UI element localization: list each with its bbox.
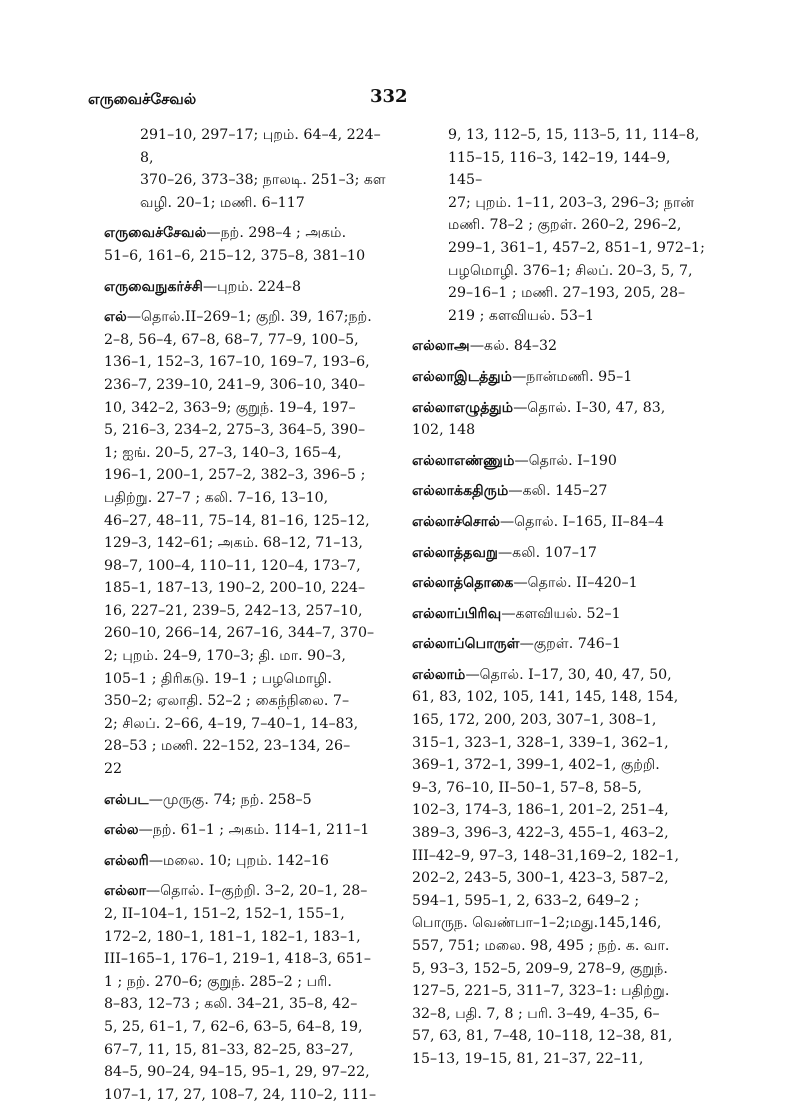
entry-references: 127–5, 221–5, 311–7, 323–1: பதிற்று. <box>412 983 670 1000</box>
entry-line <box>448 305 708 328</box>
entry-references: 61, 83, 102, 105, 141, 145, 148, 154, <box>412 689 679 706</box>
entry-line <box>412 709 708 732</box>
entry-headword: எல்லாஇடத்தும் <box>412 368 513 385</box>
entry-line <box>412 664 708 687</box>
index-entry <box>412 542 708 565</box>
entry-line <box>412 754 708 777</box>
entry-line <box>104 926 386 949</box>
entry-line <box>104 600 386 623</box>
entry-line <box>448 237 708 260</box>
entry-line <box>412 335 708 358</box>
entry-headword: எல்லாக்கதிரும் <box>412 483 509 500</box>
entry-line <box>412 1025 708 1048</box>
entry-line <box>412 450 708 473</box>
entry-headword: எல்லாத்தொகை <box>412 575 514 592</box>
entry-references: 260–10, 266–14, 267–16, 344–7, 370– <box>104 625 375 642</box>
entry-line <box>412 799 708 822</box>
entry-headword: எல்லாப்பொருள் <box>412 636 520 653</box>
entry-line <box>412 980 708 1003</box>
entry-line <box>104 351 386 374</box>
entry-references: —தொல். I–190 <box>514 452 617 469</box>
entry-headword: எல்லாச்சொல் <box>412 513 500 530</box>
entry-references: 10, 342–2, 363–9; குறுந். 19–4, 197– <box>104 399 356 416</box>
entry-references: 236–7, 239–10, 241–9, 306–10, 340– <box>104 376 366 393</box>
entry-line <box>104 850 386 873</box>
index-entry <box>412 397 708 442</box>
index-entry <box>412 572 708 595</box>
entry-references: 57, 63, 81, 7–48, 10–118, 12–38, 81, <box>412 1028 673 1045</box>
index-entry <box>104 819 386 842</box>
entry-references: —தொல். I–165, II–84–4 <box>499 513 664 530</box>
entry-references: —தொல். II–420–1 <box>513 575 638 592</box>
entry-references: 2; புறம். 24–9, 170–3; தி. மா. 90–3, <box>104 648 346 665</box>
entry-references: பழமொழி. 376–1; சிலப். 20–3, 5, 7, <box>448 262 693 279</box>
entry-line <box>448 214 708 237</box>
entry-references: 115–15, 116–3, 142–19, 144–9, 145– <box>448 149 671 189</box>
entry-line <box>412 912 708 935</box>
entry-line <box>104 329 386 352</box>
entry-references: பதிற்று. 27–7 ; கலி. 7–16, 13–10, <box>104 489 329 506</box>
entry-line <box>412 366 708 389</box>
entry-references: —மலை. 10; புறம். 142–16 <box>148 852 329 869</box>
entry-references: —தொல்.II–269–1; குறி. 39, 167;நற். <box>126 309 372 326</box>
entry-references: 196–1, 200–1, 257–2, 382–3, 396–5 ; <box>104 467 366 484</box>
entry-line <box>104 1061 386 1084</box>
entry-references: 557, 751; மலை. 98, 495 ; நற். க. வா. <box>412 938 670 954</box>
entry-line <box>104 577 386 600</box>
index-entry <box>412 603 708 626</box>
index-entry <box>412 450 708 473</box>
entry-line <box>412 777 708 800</box>
entry-references: —தொல். I–17, 30, 40, 47, 50, <box>465 666 672 683</box>
entry-line <box>104 948 386 971</box>
index-entry <box>412 664 708 1071</box>
entry-references: —களவியல். 52–1 <box>501 605 621 622</box>
entry-references: —கல். 84–32 <box>469 338 558 355</box>
entry-headword: எருவைச்சேவல் <box>104 225 207 242</box>
entry-references: 102, 148 <box>412 422 476 439</box>
entry-line <box>104 735 386 758</box>
entry-references: 9, 13, 112–5, 15, 113–5, 11, 114–8, <box>448 127 700 143</box>
entry-headword: எல்லரி <box>104 852 149 869</box>
entry-references: 369–1, 372–1, 399–1, 402–1, குற்றி. <box>412 757 660 774</box>
entry-line <box>412 935 708 958</box>
entry-references: —நற். 61–1 ; அகம். 114–1, 211–1 <box>138 822 370 839</box>
page-number: 332 <box>370 86 408 107</box>
entry-line <box>448 147 708 192</box>
entry-line <box>104 903 386 926</box>
entry-references: 84–5, 90–24, 94–15, 95–1, 29, 97–22, <box>104 1064 370 1081</box>
entry-references: —குறள். 746–1 <box>519 636 621 653</box>
running-head: எருவைச்சேவல் <box>88 90 197 108</box>
entry-references: —புறம். 224–8 <box>202 278 301 295</box>
entry-references: 219 ; களவியல். 53–1 <box>448 307 595 324</box>
entry-headword: எல் <box>104 309 127 326</box>
entry-references: 27; புறம். 1–11, 203–3, 296–3; நான் <box>448 194 695 211</box>
entry-line <box>412 542 708 565</box>
index-entry <box>412 124 708 327</box>
entry-line <box>104 306 386 329</box>
entry-references: 5, 216–3, 234–2, 275–3, 364–5, 390– <box>104 422 366 439</box>
entry-references: 98–7, 100–4, 110–11, 120–4, 173–7, <box>104 557 361 574</box>
entry-line <box>104 487 386 510</box>
index-entry <box>412 511 708 534</box>
entry-headword: எல்லாம் <box>412 666 466 683</box>
entry-line <box>104 419 386 442</box>
entry-line <box>140 124 386 169</box>
entry-references: 2, II–104–1, 151–2, 152–1, 155–1, <box>104 906 345 922</box>
entry-references: 291–10, 297–17; புறம். 64–4, 224–8, <box>140 127 381 166</box>
left-column <box>104 124 386 1114</box>
entry-references: 2–8, 56–4, 67–8, 68–7, 77–9, 100–5, <box>104 331 359 348</box>
entry-references: —முருகு. 74; நற். 258–5 <box>148 791 312 808</box>
entry-line <box>140 192 386 215</box>
entry-line <box>104 1039 386 1062</box>
entry-line <box>104 397 386 420</box>
entry-references: 389–3, 396–3, 422–3, 455–1, 463–2, <box>412 825 669 842</box>
entry-line <box>412 686 708 709</box>
entry-line <box>412 419 708 442</box>
entry-references: பொருந. வெண்பா–1–2;மது.145,146, <box>412 915 662 932</box>
entry-references: —நற். 298–4 ; அகம். <box>206 225 347 242</box>
entry-line <box>448 260 708 283</box>
entry-line <box>104 532 386 555</box>
entry-references: 9–3, 76–10, II–50–1, 57–8, 58–5, <box>412 779 642 796</box>
entry-references: 32–8, பதி. 7, 8 ; பரி. 3–49, 4–35, 6– <box>412 1005 660 1022</box>
entry-line <box>140 169 386 192</box>
entry-line <box>412 572 708 595</box>
entry-references: —தொல். I–30, 47, 83, <box>513 399 666 416</box>
index-entry <box>104 222 386 267</box>
entry-references: 165, 172, 200, 203, 307–1, 308–1, <box>412 712 657 729</box>
entry-line <box>104 276 386 299</box>
entry-references: 185–1, 187–13, 190–2, 200–10, 224– <box>104 580 366 597</box>
right-column <box>412 124 708 1079</box>
entry-headword: எல்லாப்பிரிவு <box>412 605 502 622</box>
index-entry <box>412 633 708 656</box>
entry-headword: எல்லாஎழுத்தும் <box>412 399 514 416</box>
entry-references: 5, 25, 61–1, 7, 62–6, 63–5, 64–8, 19, <box>104 1018 363 1035</box>
entry-line <box>412 822 708 845</box>
entry-references: 172–2, 180–1, 181–1, 182–1, 183–1, <box>104 928 361 945</box>
entry-references: 370–26, 373–38; நாலடி. 251–3; கள <box>140 172 386 189</box>
entry-line <box>104 713 386 736</box>
entry-line <box>104 464 386 487</box>
entry-references: III–42–9, 97–3, 148–31,169–2, 182–1, <box>412 847 679 864</box>
entry-references: 1; ஐங். 20–5, 27–3, 140–3, 165–4, <box>104 444 342 461</box>
entry-headword: எல்ல <box>104 822 139 839</box>
entry-references: 8–83, 12–73 ; கலி. 34–21, 35–8, 42– <box>104 996 358 1013</box>
entry-line <box>412 511 708 534</box>
index-entry <box>104 850 386 873</box>
entry-line <box>412 845 708 868</box>
entry-references: III–165–1, 176–1, 219–1, 418–3, 651– <box>104 951 371 968</box>
entry-references: 46–27, 48–11, 75–14, 81–16, 125–12, <box>104 512 370 529</box>
entry-line <box>104 789 386 812</box>
entry-references: 315–1, 323–1, 328–1, 339–1, 362–1, <box>412 734 669 751</box>
entry-headword: எல்லா <box>104 883 147 900</box>
entry-references: 51–6, 161–6, 215–12, 375–8, 381–10 <box>104 247 366 264</box>
entry-line <box>412 397 708 420</box>
entry-headword: எல்பட <box>104 791 149 808</box>
entry-references: 15–13, 19–15, 81, 21–37, 22–11, <box>412 1050 644 1067</box>
entry-line <box>104 819 386 842</box>
entry-line <box>104 245 386 268</box>
index-entry <box>412 366 708 389</box>
entry-references: 5, 93–3, 152–5, 209–9, 278–9, குறுந். <box>412 960 668 977</box>
entry-references: 350–2; ஏலாதி. 52–2 ; கைந்நிலை. 7– <box>104 693 350 710</box>
index-entry <box>104 124 386 214</box>
index-entry <box>412 480 708 503</box>
entry-line <box>104 971 386 994</box>
entry-headword: எல்லாத்தவறு <box>412 544 498 561</box>
entry-references: மணி. 78–2 ; குறள். 260–2, 296–2, <box>448 217 682 234</box>
entry-line <box>104 222 386 245</box>
entry-references: 299–1, 361–1, 457–2, 851–1, 972–1; <box>448 239 705 256</box>
index-entry <box>104 306 386 780</box>
index-entry <box>104 276 386 299</box>
entry-line <box>412 1003 708 1026</box>
entry-references: —கலி. 145–27 <box>508 483 608 500</box>
entry-references: 136–1, 152–3, 167–10, 169–7, 193–6, <box>104 354 370 371</box>
entry-references: வழி. 20–1; மணி. 6–117 <box>140 194 305 211</box>
entry-references: 594–1, 595–1, 2, 633–2, 649–2 ; <box>412 892 640 909</box>
entry-line <box>104 374 386 397</box>
entry-line <box>104 758 386 781</box>
entry-line <box>448 124 708 147</box>
entry-references: 1 ; நற். 270–6; குறுந். 285–2 ; பரி. <box>104 973 332 990</box>
index-entry <box>412 335 708 358</box>
entry-line <box>412 958 708 981</box>
entry-references: 67–7, 11, 15, 81–33, 82–25, 83–27, <box>104 1041 354 1058</box>
entry-line <box>448 282 708 305</box>
entry-line <box>412 480 708 503</box>
entry-references: 107–1, 17, 27, 108–7, 24, 110–2, 111– <box>104 1086 377 1103</box>
entry-references: —தொல். I–குற்றி. 3–2, 20–1, 28– <box>146 883 368 900</box>
entry-references: 202–2, 243–5, 300–1, 423–3, 587–2, <box>412 870 669 887</box>
entry-line <box>104 442 386 465</box>
entry-line <box>412 1048 708 1071</box>
entry-line <box>104 690 386 713</box>
entry-line <box>104 993 386 1016</box>
entry-references: 16, 227–21, 239–5, 242–13, 257–10, <box>104 602 363 619</box>
entry-line <box>412 633 708 656</box>
entry-references: —நான்மணி. 95–1 <box>512 368 633 385</box>
entry-line <box>104 668 386 691</box>
entry-references: 102–3, 174–3, 186–1, 201–2, 251–4, <box>412 802 669 819</box>
entry-references: 129–3, 142–61; அகம். 68–12, 71–13, <box>104 535 363 552</box>
entry-references: 28–53 ; மணி. 22–152, 23–134, 26– <box>104 738 351 755</box>
entry-headword: எருவைநுகர்ச்சி <box>104 278 203 295</box>
entry-line <box>412 890 708 913</box>
entry-references: 105–1 ; திரிகடு. 19–1 ; பழமொழி. <box>104 670 332 687</box>
entry-line <box>104 510 386 533</box>
index-entry <box>104 880 386 1106</box>
entry-line <box>104 1016 386 1039</box>
entry-references: 29–16–1 ; மணி. 27–193, 205, 28– <box>448 285 686 302</box>
entry-line <box>104 622 386 645</box>
entry-headword: எல்லாஎண்ணும் <box>412 452 515 469</box>
entry-line <box>412 603 708 626</box>
entry-line <box>412 867 708 890</box>
entry-line <box>412 732 708 755</box>
entry-headword: எல்லாஅ <box>412 338 470 355</box>
entry-references: 2; சிலப். 2–66, 4–19, 7–40–1, 14–83, <box>104 715 359 732</box>
entry-line <box>104 555 386 578</box>
entry-line <box>104 880 386 903</box>
entry-line <box>104 645 386 668</box>
entry-line <box>104 1084 386 1107</box>
entry-references: 22 <box>104 761 123 778</box>
entry-line <box>448 192 708 215</box>
entry-references: —கலி. 107–17 <box>497 544 597 561</box>
index-entry <box>104 789 386 812</box>
